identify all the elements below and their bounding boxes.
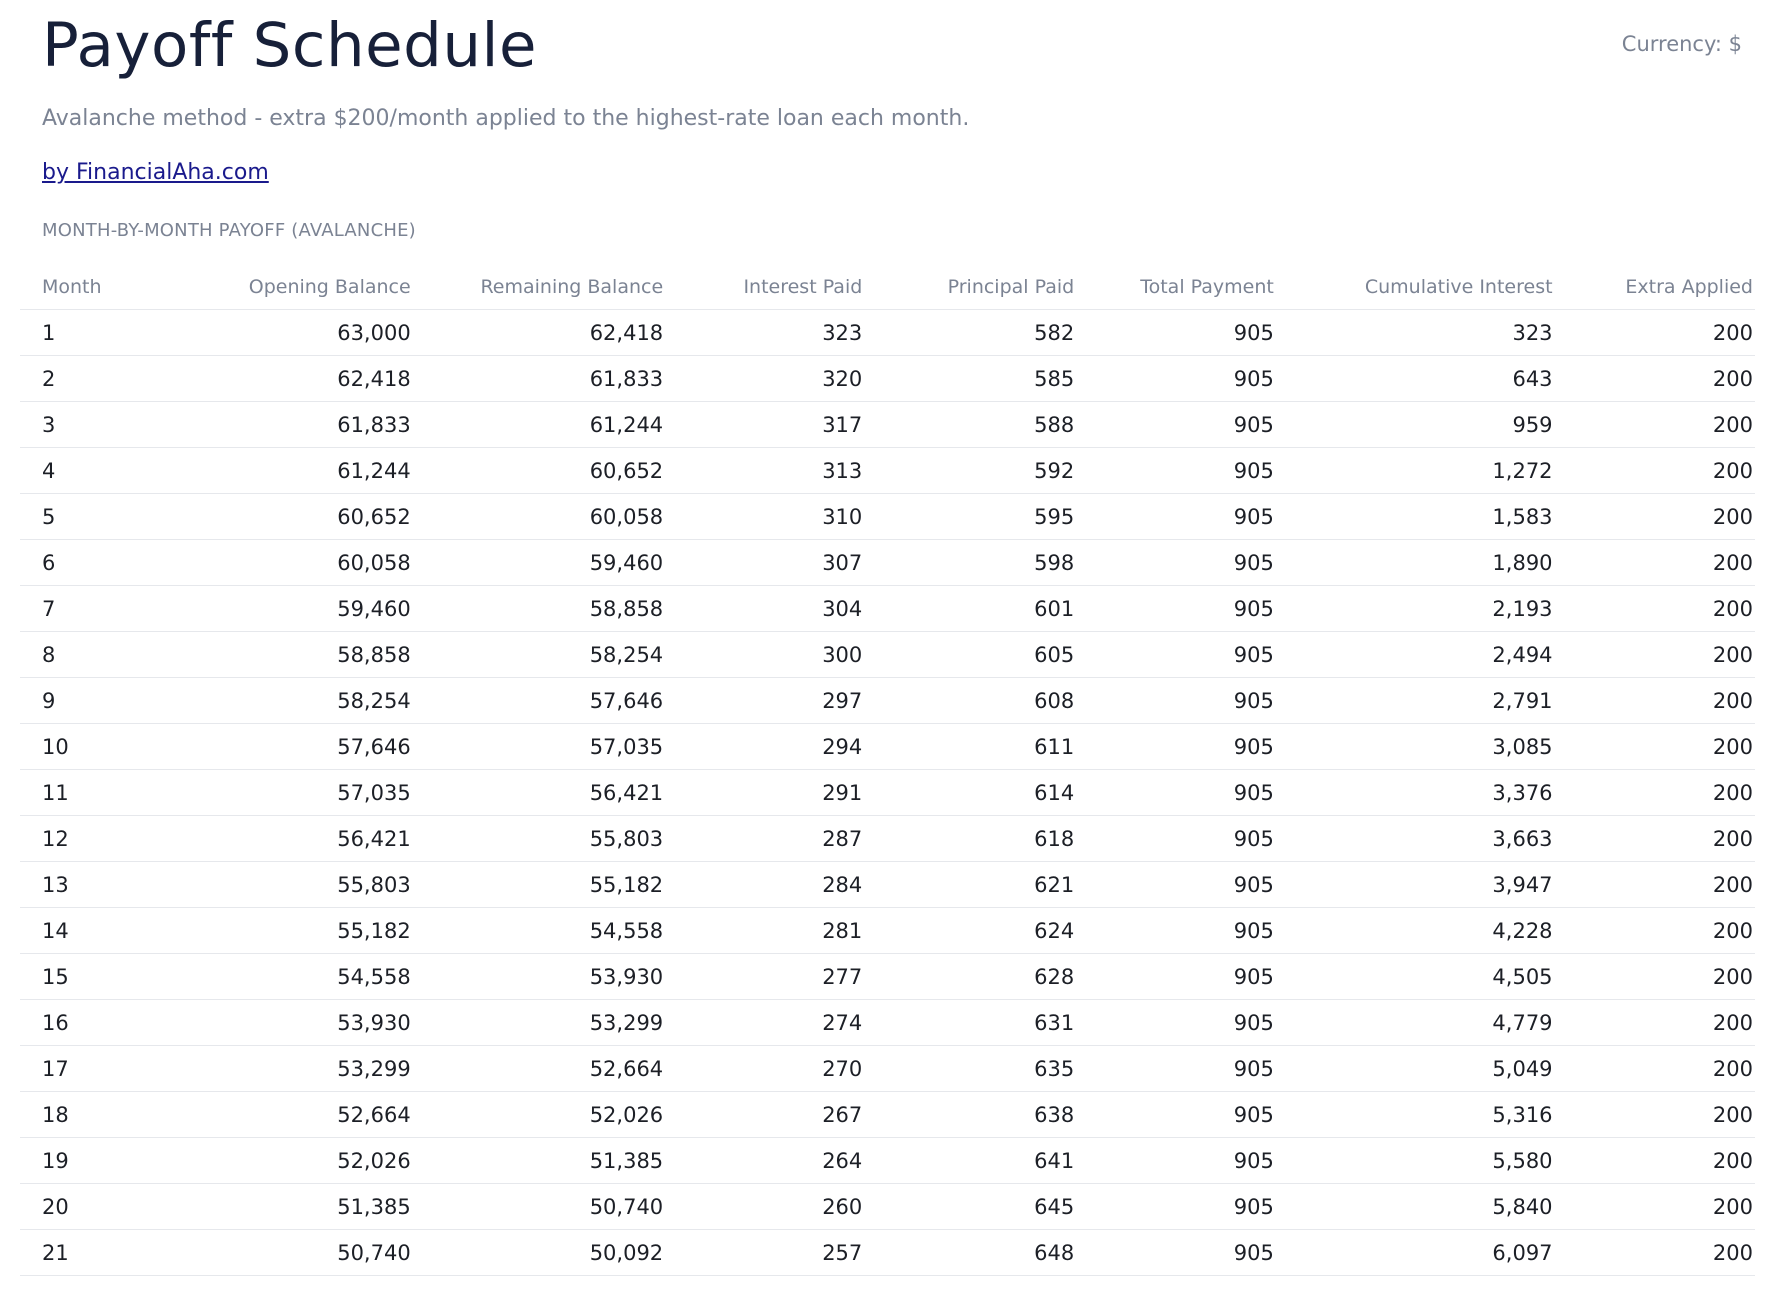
cell-principal-paid: 595 (862, 494, 1074, 540)
cell-remaining-balance: 60,652 (411, 448, 663, 494)
cell-cumulative-interest: 5,580 (1274, 1138, 1553, 1184)
cell-total-payment: 905 (1074, 862, 1274, 908)
cell-total-payment: 905 (1074, 816, 1274, 862)
table-row (20, 954, 1755, 1000)
cell-cumulative-interest: 4,505 (1274, 954, 1553, 1000)
cell-month: 11 (20, 770, 160, 816)
cell-remaining-balance: 59,460 (411, 540, 663, 586)
cell-cumulative-interest: 3,947 (1274, 862, 1553, 908)
table-row (20, 448, 1755, 494)
cell-opening-balance: 55,182 (160, 908, 411, 954)
cell-principal-paid: 588 (862, 402, 1074, 448)
cell-month: 1 (20, 310, 160, 356)
cell-month: 12 (20, 816, 160, 862)
cell-interest-paid: 310 (663, 494, 862, 540)
cell-remaining-balance: 51,385 (411, 1138, 663, 1184)
cell-interest-paid: 294 (663, 724, 862, 770)
cell-interest-paid: 260 (663, 1184, 862, 1230)
cell-total-payment: 905 (1074, 540, 1274, 586)
table-row (20, 1138, 1755, 1184)
cell-principal-paid: 648 (862, 1230, 1074, 1276)
cell-opening-balance: 60,058 (160, 540, 411, 586)
cell-interest-paid: 307 (663, 540, 862, 586)
cell-interest-paid: 277 (663, 954, 862, 1000)
cell-opening-balance: 55,803 (160, 862, 411, 908)
cell-remaining-balance: 50,740 (411, 1184, 663, 1230)
cell-total-payment: 905 (1074, 1000, 1274, 1046)
cell-month: 4 (20, 448, 160, 494)
column-header-cumulative-interest: Cumulative Interest (1274, 264, 1553, 310)
cell-total-payment: 905 (1074, 356, 1274, 402)
cell-opening-balance: 61,833 (160, 402, 411, 448)
cell-month: 6 (20, 540, 160, 586)
cell-total-payment: 905 (1074, 586, 1274, 632)
cell-total-payment: 905 (1074, 1184, 1274, 1230)
cell-interest-paid: 267 (663, 1092, 862, 1138)
cell-opening-balance: 54,558 (160, 954, 411, 1000)
cell-month: 18 (20, 1092, 160, 1138)
table-row (20, 1000, 1755, 1046)
cell-extra-applied: 200 (1553, 448, 1755, 494)
cell-total-payment: 905 (1074, 908, 1274, 954)
cell-interest-paid: 287 (663, 816, 862, 862)
cell-cumulative-interest: 959 (1274, 402, 1553, 448)
cell-month: 20 (20, 1184, 160, 1230)
cell-interest-paid: 317 (663, 402, 862, 448)
cell-principal-paid: 605 (862, 632, 1074, 678)
table-row (20, 310, 1755, 356)
currency-label: Currency: $ (1621, 32, 1742, 56)
cell-total-payment: 905 (1074, 448, 1274, 494)
cell-remaining-balance: 57,035 (411, 724, 663, 770)
cell-cumulative-interest: 2,494 (1274, 632, 1553, 678)
cell-extra-applied: 200 (1553, 586, 1755, 632)
cell-total-payment: 905 (1074, 1046, 1274, 1092)
cell-extra-applied: 200 (1553, 632, 1755, 678)
cell-principal-paid: 628 (862, 954, 1074, 1000)
table-row (20, 356, 1755, 402)
cell-interest-paid: 274 (663, 1000, 862, 1046)
column-header-remaining-balance: Remaining Balance (411, 264, 663, 310)
section-label: MONTH-BY-MONTH PAYOFF (AVALANCHE) (42, 220, 416, 241)
column-header-month: Month (20, 264, 160, 310)
cell-remaining-balance: 57,646 (411, 678, 663, 724)
table-header-row (20, 264, 1755, 310)
cell-total-payment: 905 (1074, 1230, 1274, 1276)
cell-remaining-balance: 53,930 (411, 954, 663, 1000)
cell-principal-paid: 635 (862, 1046, 1074, 1092)
cell-cumulative-interest: 2,193 (1274, 586, 1553, 632)
cell-cumulative-interest: 643 (1274, 356, 1553, 402)
cell-opening-balance: 58,858 (160, 632, 411, 678)
cell-principal-paid: 631 (862, 1000, 1074, 1046)
cell-month: 17 (20, 1046, 160, 1092)
cell-cumulative-interest: 5,316 (1274, 1092, 1553, 1138)
cell-remaining-balance: 55,803 (411, 816, 663, 862)
cell-month: 9 (20, 678, 160, 724)
cell-cumulative-interest: 3,376 (1274, 770, 1553, 816)
table-row (20, 1230, 1755, 1276)
cell-extra-applied: 200 (1553, 494, 1755, 540)
table-header (20, 264, 1755, 310)
column-header-extra-applied: Extra Applied (1553, 264, 1755, 310)
cell-month: 14 (20, 908, 160, 954)
cell-principal-paid: 598 (862, 540, 1074, 586)
cell-cumulative-interest: 6,097 (1274, 1230, 1553, 1276)
cell-extra-applied: 200 (1553, 402, 1755, 448)
cell-extra-applied: 200 (1553, 1138, 1755, 1184)
cell-total-payment: 905 (1074, 770, 1274, 816)
column-header-principal-paid: Principal Paid (862, 264, 1074, 310)
table-row (20, 1092, 1755, 1138)
cell-total-payment: 905 (1074, 1138, 1274, 1184)
cell-cumulative-interest: 3,663 (1274, 816, 1553, 862)
cell-extra-applied: 200 (1553, 1046, 1755, 1092)
cell-month: 10 (20, 724, 160, 770)
cell-principal-paid: 611 (862, 724, 1074, 770)
cell-opening-balance: 62,418 (160, 356, 411, 402)
cell-extra-applied: 200 (1553, 310, 1755, 356)
cell-interest-paid: 304 (663, 586, 862, 632)
cell-cumulative-interest: 2,791 (1274, 678, 1553, 724)
cell-cumulative-interest: 1,272 (1274, 448, 1553, 494)
cell-opening-balance: 52,026 (160, 1138, 411, 1184)
cell-month: 8 (20, 632, 160, 678)
cell-opening-balance: 52,664 (160, 1092, 411, 1138)
cell-principal-paid: 621 (862, 862, 1074, 908)
table-row (20, 632, 1755, 678)
cell-month: 7 (20, 586, 160, 632)
cell-total-payment: 905 (1074, 678, 1274, 724)
cell-month: 3 (20, 402, 160, 448)
cell-remaining-balance: 56,421 (411, 770, 663, 816)
cell-interest-paid: 270 (663, 1046, 862, 1092)
cell-interest-paid: 313 (663, 448, 862, 494)
cell-extra-applied: 200 (1553, 1230, 1755, 1276)
table-row (20, 1046, 1755, 1092)
cell-month: 15 (20, 954, 160, 1000)
cell-remaining-balance: 52,026 (411, 1092, 663, 1138)
cell-cumulative-interest: 1,890 (1274, 540, 1553, 586)
cell-month: 13 (20, 862, 160, 908)
cell-remaining-balance: 62,418 (411, 310, 663, 356)
cell-remaining-balance: 55,182 (411, 862, 663, 908)
cell-remaining-balance: 61,833 (411, 356, 663, 402)
cell-remaining-balance: 50,092 (411, 1230, 663, 1276)
cell-remaining-balance: 61,244 (411, 402, 663, 448)
cell-cumulative-interest: 5,840 (1274, 1184, 1553, 1230)
cell-principal-paid: 585 (862, 356, 1074, 402)
cell-month: 19 (20, 1138, 160, 1184)
table-row (20, 724, 1755, 770)
cell-opening-balance: 63,000 (160, 310, 411, 356)
cell-month: 21 (20, 1230, 160, 1276)
cell-principal-paid: 582 (862, 310, 1074, 356)
cell-cumulative-interest: 4,779 (1274, 1000, 1553, 1046)
cell-opening-balance: 61,244 (160, 448, 411, 494)
table-row (20, 1184, 1755, 1230)
cell-extra-applied: 200 (1553, 356, 1755, 402)
table-row (20, 402, 1755, 448)
cell-principal-paid: 614 (862, 770, 1074, 816)
cell-principal-paid: 645 (862, 1184, 1074, 1230)
cell-principal-paid: 641 (862, 1138, 1074, 1184)
table-row (20, 816, 1755, 862)
cell-remaining-balance: 53,299 (411, 1000, 663, 1046)
cell-interest-paid: 291 (663, 770, 862, 816)
cell-remaining-balance: 60,058 (411, 494, 663, 540)
cell-interest-paid: 257 (663, 1230, 862, 1276)
cell-extra-applied: 200 (1553, 1092, 1755, 1138)
cell-opening-balance: 58,254 (160, 678, 411, 724)
cell-extra-applied: 200 (1553, 954, 1755, 1000)
cell-opening-balance: 56,421 (160, 816, 411, 862)
cell-cumulative-interest: 3,085 (1274, 724, 1553, 770)
cell-principal-paid: 601 (862, 586, 1074, 632)
cell-opening-balance: 59,460 (160, 586, 411, 632)
table-row (20, 494, 1755, 540)
cell-cumulative-interest: 5,049 (1274, 1046, 1553, 1092)
table-row (20, 586, 1755, 632)
cell-principal-paid: 624 (862, 908, 1074, 954)
cell-opening-balance: 50,740 (160, 1230, 411, 1276)
cell-principal-paid: 638 (862, 1092, 1074, 1138)
cell-total-payment: 905 (1074, 724, 1274, 770)
cell-remaining-balance: 58,858 (411, 586, 663, 632)
cell-month: 16 (20, 1000, 160, 1046)
cell-opening-balance: 53,299 (160, 1046, 411, 1092)
cell-month: 5 (20, 494, 160, 540)
cell-cumulative-interest: 4,228 (1274, 908, 1553, 954)
cell-interest-paid: 264 (663, 1138, 862, 1184)
cell-extra-applied: 200 (1553, 540, 1755, 586)
cell-cumulative-interest: 323 (1274, 310, 1553, 356)
payoff-table-container (20, 264, 1755, 1276)
cell-opening-balance: 53,930 (160, 1000, 411, 1046)
cell-interest-paid: 297 (663, 678, 862, 724)
cell-total-payment: 905 (1074, 402, 1274, 448)
cell-principal-paid: 618 (862, 816, 1074, 862)
cell-extra-applied: 200 (1553, 1184, 1755, 1230)
cell-extra-applied: 200 (1553, 770, 1755, 816)
page-title: Payoff Schedule (42, 10, 537, 81)
cell-total-payment: 905 (1074, 954, 1274, 1000)
cell-cumulative-interest: 1,583 (1274, 494, 1553, 540)
cell-remaining-balance: 58,254 (411, 632, 663, 678)
cell-extra-applied: 200 (1553, 862, 1755, 908)
cell-interest-paid: 284 (663, 862, 862, 908)
cell-extra-applied: 200 (1553, 908, 1755, 954)
column-header-opening-balance: Opening Balance (160, 264, 411, 310)
page-header (42, 10, 1742, 82)
cell-remaining-balance: 52,664 (411, 1046, 663, 1092)
cell-interest-paid: 323 (663, 310, 862, 356)
cell-remaining-balance: 54,558 (411, 908, 663, 954)
cell-opening-balance: 57,035 (160, 770, 411, 816)
column-header-total-payment: Total Payment (1074, 264, 1274, 310)
cell-total-payment: 905 (1074, 310, 1274, 356)
payoff-table (20, 264, 1755, 1276)
cell-extra-applied: 200 (1553, 1000, 1755, 1046)
cell-interest-paid: 281 (663, 908, 862, 954)
cell-opening-balance: 60,652 (160, 494, 411, 540)
table-row (20, 908, 1755, 954)
cell-principal-paid: 592 (862, 448, 1074, 494)
page-subtitle: Avalanche method - extra $200/month applied to the highest-rate loan each month. (42, 106, 970, 131)
author-link[interactable]: by FinancialAha.com (42, 160, 269, 185)
table-row (20, 862, 1755, 908)
cell-opening-balance: 57,646 (160, 724, 411, 770)
table-row (20, 540, 1755, 586)
cell-interest-paid: 320 (663, 356, 862, 402)
cell-extra-applied: 200 (1553, 816, 1755, 862)
table-row (20, 770, 1755, 816)
cell-total-payment: 905 (1074, 632, 1274, 678)
table-row (20, 678, 1755, 724)
cell-principal-paid: 608 (862, 678, 1074, 724)
cell-interest-paid: 300 (663, 632, 862, 678)
cell-month: 2 (20, 356, 160, 402)
table-body (20, 310, 1755, 1276)
cell-opening-balance: 51,385 (160, 1184, 411, 1230)
cell-extra-applied: 200 (1553, 724, 1755, 770)
cell-total-payment: 905 (1074, 1092, 1274, 1138)
cell-total-payment: 905 (1074, 494, 1274, 540)
cell-extra-applied: 200 (1553, 678, 1755, 724)
column-header-interest-paid: Interest Paid (663, 264, 862, 310)
